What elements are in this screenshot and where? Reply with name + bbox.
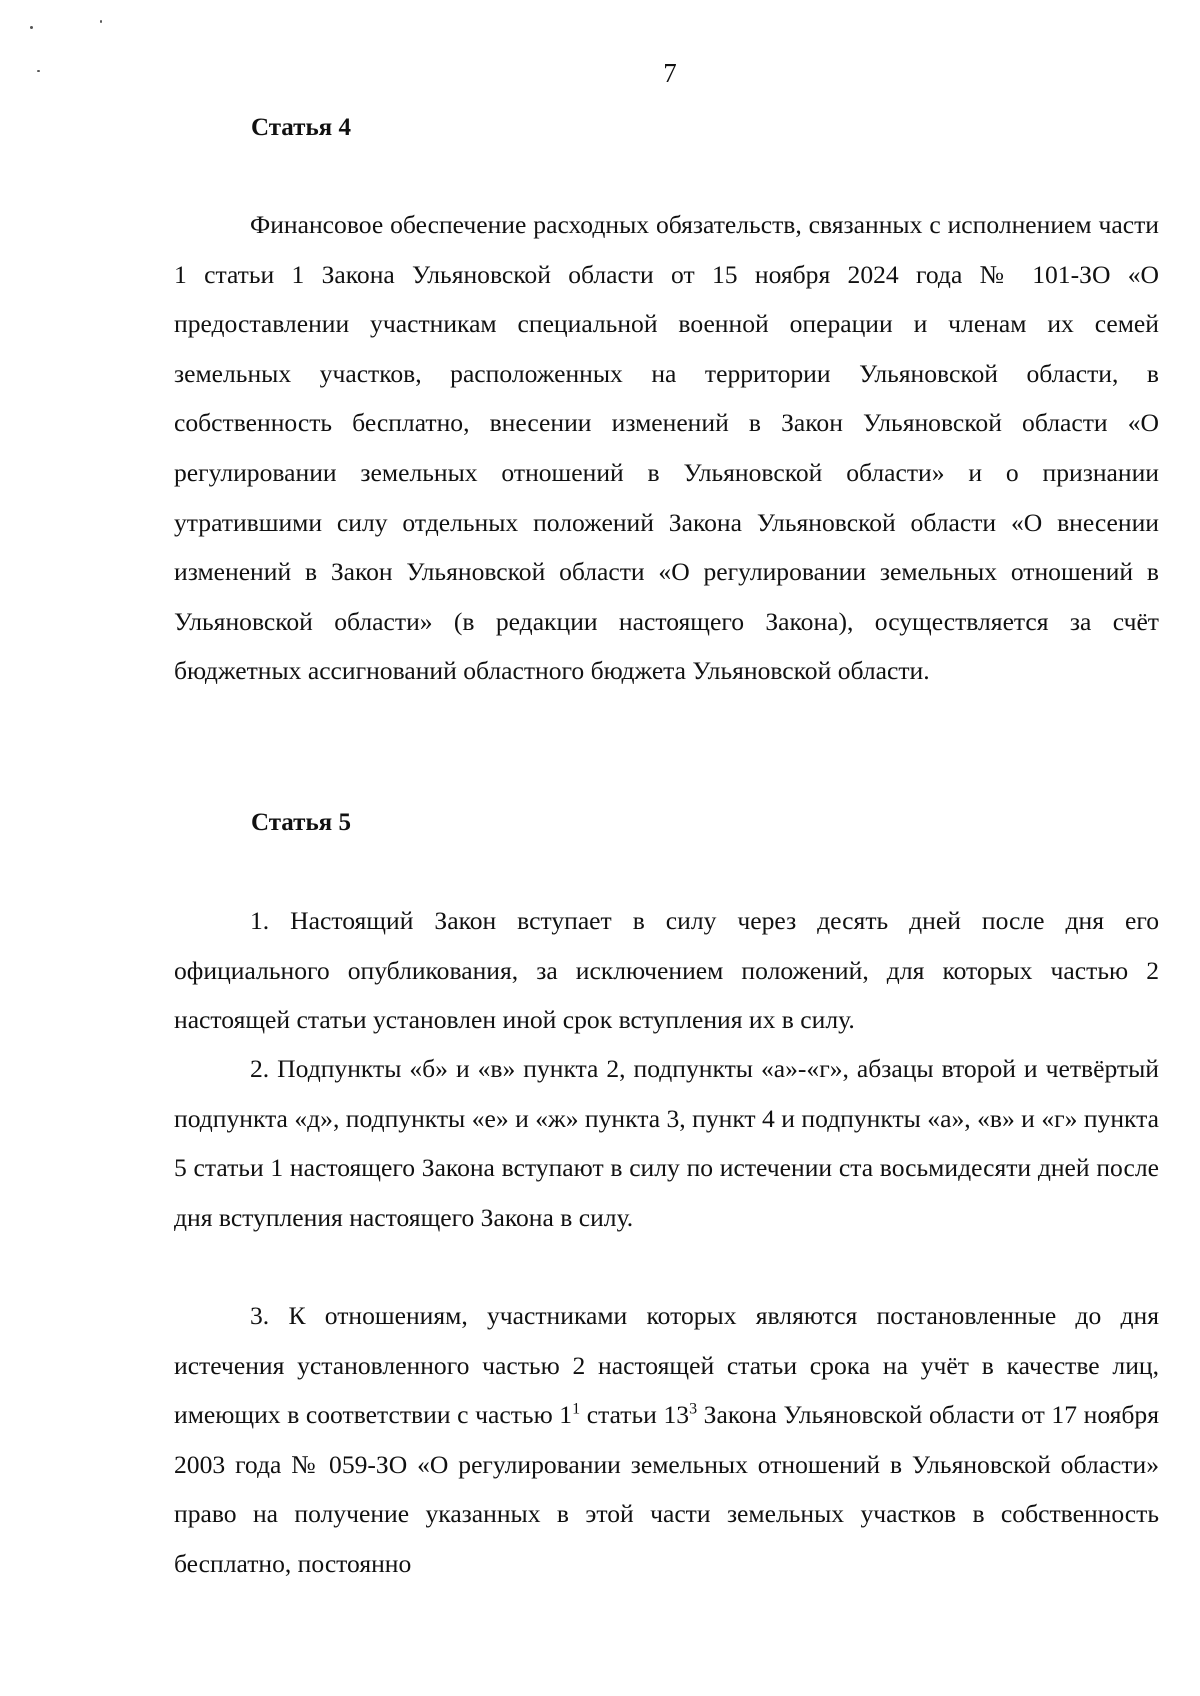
scan-speck bbox=[100, 20, 102, 23]
article-4-text: Финансовое обеспечение расходных обязательств, связанных с исполнением части 1 статьи 1 Закона Ульяновской области от 15 ноября 2024 года № 101-ЗО «О предоставлении участникам специальной военной операции и членам их семей земельных участков, расположенных на территории Ульяновской области, в собственность бесплатно, внесении изменений в Закон Ульяновской области «О регулировании земельных отношений в Ульяновской области» и о признании утратившими силу отдельных положений Закона Ульяновской области «О внесении изменений в Закон Ульяновской области «О регулировании земельных отношений в Ульяновской области» (в редакции настоящего Закона), осуществляется за счёт бюджетных ассигнований областного бюджета Ульяновской области. bbox=[174, 210, 1159, 686]
superscript: 3 bbox=[689, 1400, 698, 1418]
part-3-text-middle: статьи 13 bbox=[580, 1400, 690, 1430]
article-5-heading: Статья 5 bbox=[251, 809, 351, 836]
part-3-text-end: Закона Ульяновской области от 17 ноября 2003 года № 059-ЗО «О регулировании земельных отношений в Ульяновской области» право на получение указанных в этой части земельных участков в собственность бесплатно, постоянно bbox=[174, 1400, 1159, 1578]
article-5-part-1: 1. Настоящий Закон вступает в силу через десять дней после дня его официального опубликования, за исключением положений, для которых частью 2 настоящей статьи установлен иной срок вступления их в силу. bbox=[174, 906, 1159, 1035]
article-5-part-2: 2. Подпункты «б» и «в» пункта 2, подпункты «а»-«г», абзацы второй и четвёртый подпункта «д», подпункты «е» и «ж» пункта 3, пункт 4 и подпункты «а», «в» и «г» пункта 5 статьи 1 настоящего Закона вступают в силу по истечении ста восьмидесяти дней после дня вступления настоящего Закона в силу. bbox=[174, 1054, 1159, 1232]
part-3-text-start: 3. К отношениям, участниками которых являются постановленные до дня истечения установленного частью 2 настоящей статьи срока на учёт в качестве лиц, имеющих в соответствии с частью 1 bbox=[174, 1301, 1159, 1430]
article-5-part-3 bbox=[174, 1291, 1159, 1589]
scan-speck bbox=[30, 26, 33, 29]
article-4-heading: Статья 4 bbox=[251, 114, 351, 141]
superscript: 1 bbox=[572, 1400, 581, 1418]
page-number: 7 bbox=[663, 58, 677, 88]
